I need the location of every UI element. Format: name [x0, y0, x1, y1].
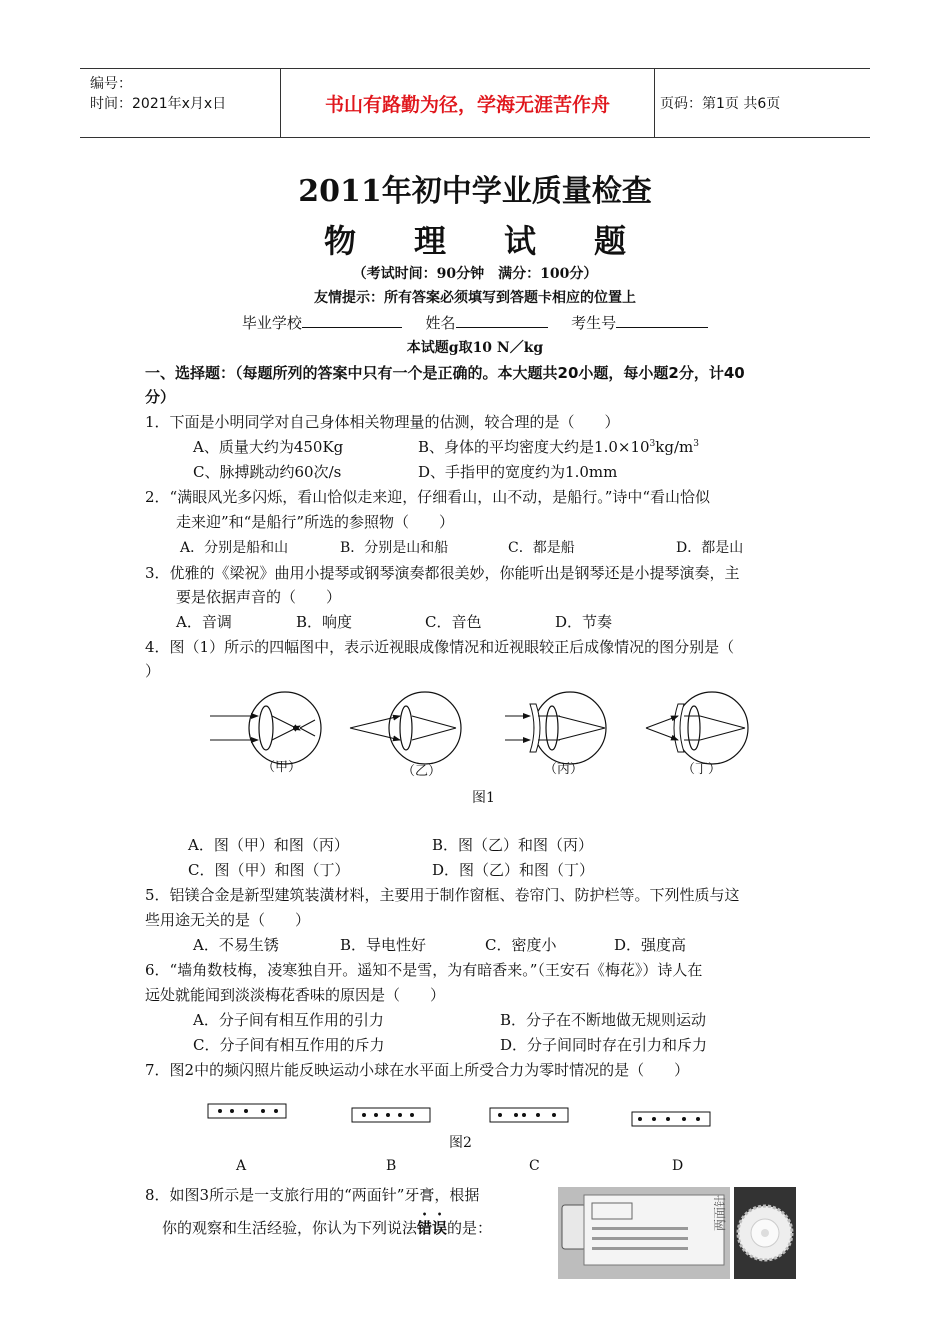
- page-info: 页码：第1页 共6页: [660, 96, 781, 112]
- school-label: 毕业学校: [241, 314, 302, 332]
- q4-option-c: C．图（甲）和图（丁）: [188, 861, 350, 879]
- toothpaste-brand: 两面针: [713, 1194, 727, 1231]
- strobe-c: [490, 1108, 568, 1122]
- q8-stem: 8．如图3所示是一支旅行用的“两面针”牙膏，根据: [145, 1186, 480, 1204]
- fig2-label-a: A: [236, 1158, 247, 1174]
- q3-stem-cont: 要是依据声音的（ ）: [176, 588, 342, 606]
- q8-stem-text: 你的观察和生活经验，你认为下列说法: [162, 1219, 418, 1237]
- q5-stem-cont: 些用途无关的是（ ）: [145, 911, 311, 929]
- q4-stem-cont: ）: [145, 662, 161, 680]
- q6-option-a: A．分子间有相互作用的引力: [193, 1011, 384, 1029]
- exam-no-label: 考生号: [571, 314, 617, 332]
- fig2-caption: 图2: [449, 1135, 472, 1151]
- eye-ding: [646, 692, 748, 764]
- q3-option-c: C．音色: [425, 613, 482, 631]
- q1-stem: 1．下面是小明同学对自己身体相关物理量的估测，较合理的是（ ）: [145, 413, 620, 431]
- exam-info: （考试时间：90分钟 满分：100分）: [352, 266, 598, 282]
- q5-option-b: B．导电性好: [340, 936, 427, 954]
- exam-title: 2011年初中学业质量检查: [298, 174, 652, 209]
- fig2-label-b: B: [386, 1158, 397, 1174]
- school-blank[interactable]: [302, 313, 402, 328]
- q5-option-c: C．密度小: [485, 936, 557, 954]
- name-blank[interactable]: [456, 313, 548, 328]
- q1-option-b: [418, 436, 699, 457]
- header-meta: [80, 69, 280, 137]
- q6-option-d: D．分子间同时存在引力和斥力: [500, 1036, 708, 1054]
- q2-option-a: A．分别是船和山: [180, 540, 289, 556]
- page-header: [80, 68, 870, 138]
- q3-option-d: D．节奏: [555, 613, 613, 631]
- eye-yi: [350, 692, 461, 764]
- fig2-label-c: C: [529, 1158, 540, 1174]
- q2-option-d: D．都是山: [676, 540, 744, 556]
- q1-b-unit: kg/m: [655, 438, 694, 456]
- q3-option-a: A．音调: [176, 613, 232, 631]
- fig1-label-ding: （丁）: [682, 762, 722, 777]
- q5-option-a: A．不易生锈: [193, 936, 279, 954]
- q5-option-d: D．强度高: [614, 936, 687, 954]
- number-label: 编号：: [90, 76, 132, 92]
- time-label: 时间：2021年x月x日: [90, 96, 227, 112]
- fig1-label-bing: （丙）: [544, 762, 584, 777]
- strobe-b: [352, 1108, 430, 1122]
- strobe-d: [632, 1112, 710, 1126]
- q5-stem: 5．铝镁合金是新型建筑装潢材料，主要用于制作窗框、卷帘门、防护栏等。下列性质与这: [145, 886, 740, 904]
- q1-option-c: C、脉搏跳动约60次/s: [193, 463, 342, 481]
- q1-b-sup: 3: [649, 439, 656, 449]
- q4-stem: 4．图（1）所示的四幅图中，表示近视眼成像情况和近视眼较正后成像情况的图分别是（: [145, 638, 735, 656]
- section-heading-cont: 分）: [145, 388, 176, 406]
- q3-option-b: B．响度: [296, 613, 353, 631]
- q2-option-b: B．分别是山和船: [340, 540, 449, 556]
- header-motto: 书山有路勤为径，学海无涯苦作舟: [280, 69, 655, 137]
- q6-stem: 6．“墙角数枝梅，凌寒独自开。遥知不是雪，为有暗香来。”（王安石《梅花》）诗人在: [145, 961, 703, 979]
- fig1-label-yi: （乙）: [402, 764, 442, 779]
- toothpaste-cap-photo: [734, 1187, 796, 1279]
- friendly-tip: 友情提示：所有答案必须填写到答题卡相应的位置上: [314, 290, 636, 306]
- student-fields: [0, 312, 950, 333]
- q8-stem-end: 的是：: [447, 1219, 493, 1237]
- q8-emphasis: 错误: [417, 1219, 448, 1237]
- fig1-caption: 图1: [472, 790, 495, 806]
- name-label: 姓名: [425, 314, 456, 332]
- q4-option-a: A．图（甲）和图（丙）: [188, 836, 349, 854]
- q1-b-text: B、身体的平均密度大约是1.0×10: [418, 438, 650, 456]
- q3-stem: 3．优雅的《梁祝》曲用小提琴或钢琴演奏都很美妙，你能听出是钢琴还是小提琴演奏，主: [145, 564, 740, 582]
- strobe-a: [208, 1104, 286, 1118]
- q2-option-c: C．都是船: [508, 540, 575, 556]
- q4-option-d: D．图（乙）和图（丁）: [432, 861, 595, 879]
- fig2-label-d: D: [672, 1158, 684, 1174]
- exam-no-blank[interactable]: [616, 313, 708, 328]
- fig1-label-jia: （甲）: [262, 760, 302, 775]
- q2-stem: 2．“满眼风光多闪烁，看山恰似走来迎，仔细看山，山不动，是船行。”诗中“看山恰似: [145, 488, 711, 506]
- q4-option-b: B．图（乙）和图（丙）: [432, 836, 594, 854]
- eye-jia: [210, 692, 321, 764]
- q8-stem-cont: [162, 1209, 492, 1238]
- eye-bing: [505, 692, 606, 764]
- q1-option-d: D、手指甲的宽度约为1.0mm: [418, 463, 618, 481]
- q6-option-c: C．分子间有相互作用的斥力: [193, 1036, 385, 1054]
- q6-option-b: B．分子在不断地做无规则运动: [500, 1011, 707, 1029]
- q6-stem-cont: 远处就能闻到淡淡梅花香味的原因是（ ）: [145, 986, 446, 1004]
- q7-stem: 7．图2中的频闪照片能反映运动小球在水平面上所受合力为零时情况的是（ ）: [145, 1061, 690, 1079]
- q2-stem-cont: 走来迎”和“是船行”所选的参照物（ ）: [176, 513, 455, 531]
- q1-b-sup2: 3: [693, 439, 699, 449]
- toothpaste-photo: [558, 1187, 730, 1279]
- figure-2-strobe: [200, 1096, 720, 1136]
- q1-option-a: A、质量大约为450Kg: [193, 438, 344, 456]
- g-note: 本试题g取10 N／kg: [406, 340, 544, 356]
- section-heading: 一、选择题：（每题所列的答案中只有一个是正确的。本大题共20小题，每小题2分，计40: [145, 364, 745, 382]
- exam-subtitle: 物理试题: [323, 222, 684, 260]
